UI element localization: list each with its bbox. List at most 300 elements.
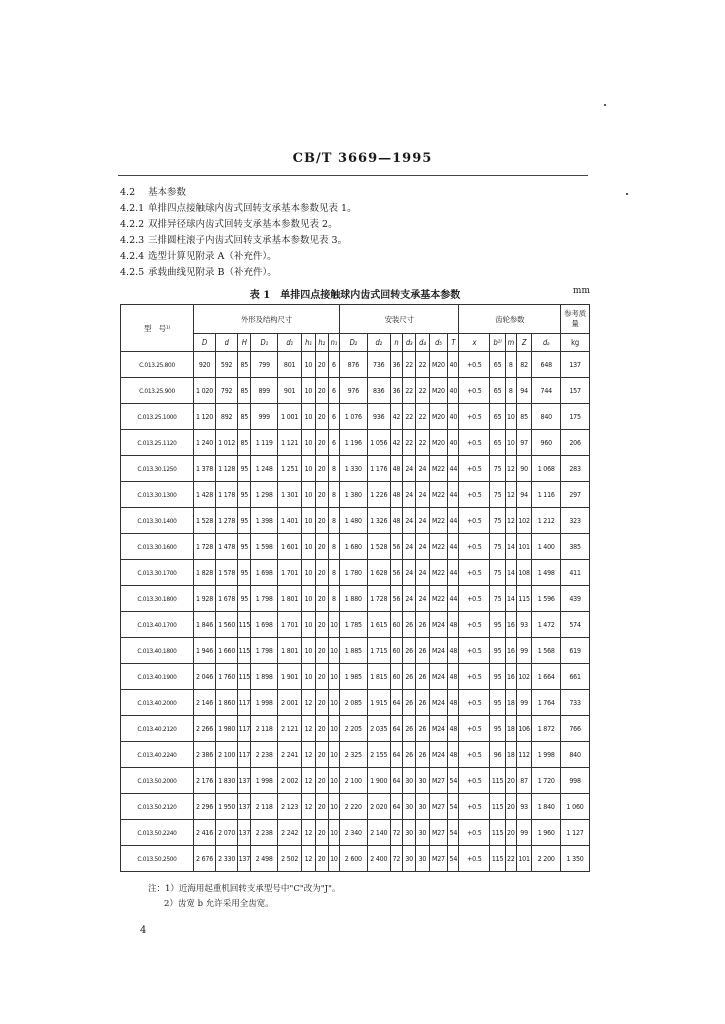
table-cell: 1 012 [216,430,238,456]
table-cell: 1 998 [251,768,278,794]
model-cell: C.013.50.2240 [121,820,194,846]
table-cell: +0.5 [459,534,490,560]
table-cell: 2 002 [277,768,301,794]
table-cell: 2 100 [340,768,368,794]
table-cell: 2 498 [251,846,278,872]
table-cell: 1 660 [216,638,238,664]
table-row [121,352,590,378]
scan-speck [604,104,606,106]
table-cell: 1 398 [251,508,278,534]
table-cell: 1 596 [532,586,561,612]
table-cell: 108 [516,560,531,586]
column-header: n [390,334,402,352]
group-gear-parameters: 齿轮参数 [459,305,561,334]
table-cell: 2 100 [216,742,238,768]
table-cell: M24 [429,638,448,664]
table-cell: 22 [416,378,429,404]
column-header: T [448,334,459,352]
table-cell: M27 [429,820,448,846]
table-notes [148,882,340,912]
table-row [121,716,590,742]
table-cell: +0.5 [459,430,490,456]
table-cell: 24 [403,482,416,508]
table-cell: 90 [516,456,531,482]
table-cell: 26 [403,716,416,742]
table-cell: 24 [403,560,416,586]
table-cell: +0.5 [459,456,490,482]
table-cell: 12 [302,716,315,742]
table-cell: 2 123 [277,794,301,820]
table-cell: 48 [390,456,402,482]
table-cell: 75 [490,508,505,534]
table-cell: 14 [505,586,516,612]
table-cell: 20 [315,404,328,430]
table-cell: 20 [505,794,516,820]
model-cell: C.013.25.1000 [121,404,194,430]
table-cell: 20 [315,430,328,456]
table-body [121,352,590,872]
table-cell: 20 [315,716,328,742]
table-cell: 1 196 [340,430,368,456]
column-header: d₄ [416,334,429,352]
table-cell: 1 960 [532,820,561,846]
table-cell: 10 [328,664,339,690]
table-cell: 26 [403,664,416,690]
table-cell: 16 [505,664,516,690]
table-cell: 96 [490,742,505,768]
table-cell: 44 [448,560,459,586]
table-cell: 10 [302,352,315,378]
table-cell: M24 [429,716,448,742]
table-cell: M22 [429,508,448,534]
table-cell: M20 [429,378,448,404]
table-cell: 1 680 [340,534,368,560]
table-cell: 54 [448,794,459,820]
table-cell: 8 [328,456,339,482]
table-cell: 26 [403,638,416,664]
table-cell: 115 [490,820,505,846]
table-row [121,404,590,430]
table-cell: 1 601 [277,534,301,560]
table-cell: 439 [561,586,590,612]
table-cell: 56 [390,560,402,586]
table-cell: 72 [390,820,402,846]
table-cell: 75 [490,586,505,612]
table-cell: 48 [448,664,459,690]
column-header: d [216,334,238,352]
table-row [121,638,590,664]
table-cell: 8 [505,378,516,404]
table-cell: 95 [490,716,505,742]
table-cell: 1 828 [193,560,215,586]
table-cell: 1 998 [532,742,561,768]
table-cell: M24 [429,742,448,768]
table-cell: 24 [416,508,429,534]
table-cell: 117 [238,716,251,742]
clause-item: 4.2.5 承载曲线见附录 B（补充件）。 [120,267,277,278]
table-cell: 1 728 [193,534,215,560]
table-cell: 592 [216,352,238,378]
table-cell: 99 [516,690,531,716]
table-row [121,508,590,534]
table-title: 表 1 单排四点接触球内齿式回转支承基本参数 [249,290,461,301]
column-header: n₁ [328,334,339,352]
table-cell: 95 [490,664,505,690]
table-cell: 20 [315,352,328,378]
table-cell: 2 001 [277,690,301,716]
table-cell: 20 [315,742,328,768]
table-cell: 20 [315,456,328,482]
table-cell: 648 [532,352,561,378]
table-cell: 2 118 [251,794,278,820]
table-cell: 48 [448,742,459,768]
table-row [121,664,590,690]
table-cell: 1 212 [532,508,561,534]
table-cell: +0.5 [459,560,490,586]
table-row [121,690,590,716]
table-cell: 899 [251,378,278,404]
table-cell: 901 [277,378,301,404]
table-cell: 10 [328,768,339,794]
table-cell: +0.5 [459,378,490,404]
table-cell: 44 [448,508,459,534]
table-cell: 1 715 [367,638,390,664]
table-cell: 1 798 [251,586,278,612]
table-cell: 2 200 [532,846,561,872]
table-cell: 85 [238,430,251,456]
table-cell: 999 [251,404,278,430]
table-cell: 283 [561,456,590,482]
table-cell: 1 472 [532,612,561,638]
table-cell: 30 [403,820,416,846]
table-cell: 106 [516,716,531,742]
table-cell: 112 [516,742,531,768]
header-rule [118,175,588,176]
table-cell: 48 [390,482,402,508]
table-cell: 1 760 [216,664,238,690]
table-cell: M27 [429,768,448,794]
table-cell: 2 340 [340,820,368,846]
table-cell: 175 [561,404,590,430]
table-cell: 2 266 [193,716,215,742]
table-cell: 115 [490,846,505,872]
table-cell: 1 378 [193,456,215,482]
table-cell: 8 [328,534,339,560]
table-cell: 40 [448,404,459,430]
table-cell: 42 [390,430,402,456]
column-header: H [238,334,251,352]
table-cell: 75 [490,482,505,508]
table-cell: 14 [505,560,516,586]
table-cell: 1 068 [532,456,561,482]
table-cell: 2 238 [251,742,278,768]
table-cell: 1 880 [340,586,368,612]
table-cell: M20 [429,430,448,456]
table-cell: 876 [340,352,368,378]
table-cell: 22 [416,430,429,456]
table-cell: 8 [328,560,339,586]
column-header: d₅ [429,334,448,352]
table-cell: 6 [328,352,339,378]
model-header: 型 号¹⁾ [121,305,194,352]
model-cell: C.013.30.1300 [121,482,194,508]
table-cell: 10 [302,638,315,664]
table-cell: 1 298 [251,482,278,508]
table-cell: 1 698 [251,612,278,638]
table-unit: mm [572,286,590,296]
table-cell: 64 [390,742,402,768]
table-cell: 10 [328,820,339,846]
model-cell: C.013.25.1120 [121,430,194,456]
table-cell: 64 [390,690,402,716]
table-cell: 1 801 [277,638,301,664]
table-cell: 1 720 [532,768,561,794]
table-cell: 20 [315,482,328,508]
table-cell: 2 020 [367,794,390,820]
table-cell: 87 [516,768,531,794]
table-cell: 736 [367,352,390,378]
table-cell: 1 560 [216,612,238,638]
table-cell: 1 598 [251,534,278,560]
table-cell: 1 764 [532,690,561,716]
table-cell: 48 [448,612,459,638]
table-cell: 137 [561,352,590,378]
table-cell: M22 [429,560,448,586]
table-title-row [120,286,590,300]
column-header: d₂ [367,334,390,352]
table-cell: 48 [448,716,459,742]
table-cell: 1 698 [251,560,278,586]
table-cell: 10 [328,612,339,638]
table-cell: 26 [416,690,429,716]
table-cell: 115 [238,638,251,664]
table-cell: 206 [561,430,590,456]
model-cell: C.013.25.800 [121,352,194,378]
table-cell: 1 840 [532,794,561,820]
table-cell: 64 [390,716,402,742]
table-cell: 20 [315,586,328,612]
table-cell: 2 386 [193,742,215,768]
table-cell: 64 [390,768,402,794]
table-cell: 1 056 [367,430,390,456]
table-cell: 1 928 [193,586,215,612]
table-cell: 1 860 [216,690,238,716]
table-cell: 157 [561,378,590,404]
table-cell: 12 [302,690,315,716]
table-cell: 1 301 [277,482,301,508]
table-cell: +0.5 [459,742,490,768]
table-cell: 1 898 [251,664,278,690]
table-cell: 2 296 [193,794,215,820]
group-outer-dimensions: 外形及结构尺寸 [193,305,339,334]
table-cell: 54 [448,846,459,872]
table-cell: 1 326 [367,508,390,534]
group-reference-mass: 参考质量 [561,305,590,334]
table-cell: 920 [193,352,215,378]
table-cell: 10 [302,664,315,690]
table-cell: 6 [328,378,339,404]
table-cell: 30 [416,768,429,794]
table-cell: 998 [561,768,590,794]
table-cell: 26 [403,612,416,638]
table-cell: 65 [490,352,505,378]
table-cell: 792 [216,378,238,404]
table-cell: 97 [516,430,531,456]
table-cell: 115 [238,664,251,690]
table-cell: 40 [448,352,459,378]
table-cell: 54 [448,820,459,846]
table-cell: 2 085 [340,690,368,716]
table-cell: 8 [328,508,339,534]
table-row [121,742,590,768]
table-cell: 20 [315,612,328,638]
clause-item: 4.2.1 单排四点接触球内齿式回转支承基本参数见表 1。 [120,203,357,214]
table-cell: 117 [238,742,251,768]
table-cell: +0.5 [459,768,490,794]
table-cell: +0.5 [459,586,490,612]
table-cell: 95 [238,456,251,482]
table-row [121,378,590,404]
model-cell: C.013.30.1600 [121,534,194,560]
table-cell: 1 240 [193,430,215,456]
table-cell: 1 728 [367,586,390,612]
table-cell: 12 [302,742,315,768]
table-cell: 95 [238,482,251,508]
table-cell: 48 [390,508,402,534]
table-cell: 95 [490,612,505,638]
table-cell: M24 [429,690,448,716]
table-cell: 1 116 [532,482,561,508]
table-cell: 44 [448,456,459,482]
table-cell: 20 [315,378,328,404]
table-cell: 297 [561,482,590,508]
table-cell: 95 [238,534,251,560]
table-cell: 10 [328,638,339,664]
table-cell: 801 [277,352,301,378]
table-cell: +0.5 [459,716,490,742]
column-header: x [459,334,490,352]
table-cell: 85 [238,404,251,430]
table-cell: 1 226 [367,482,390,508]
table-cell: 24 [416,560,429,586]
model-cell: C.013.40.2120 [121,716,194,742]
table-cell: 24 [403,586,416,612]
table-cell: +0.5 [459,638,490,664]
table-cell: 85 [238,352,251,378]
table-cell: 26 [416,716,429,742]
table-cell: +0.5 [459,612,490,638]
table-cell: 22 [403,378,416,404]
note-2: 2）齿宽 b 允许采用全齿宽。 [164,899,274,909]
table-cell: 64 [390,794,402,820]
table-cell: 75 [490,534,505,560]
table-cell: 6 [328,430,339,456]
table-cell: 10 [505,404,516,430]
table-cell: 1 119 [251,430,278,456]
model-cell: C.013.40.1800 [121,638,194,664]
table-cell: 115 [490,794,505,820]
table-cell: +0.5 [459,820,490,846]
table-cell: 30 [403,768,416,794]
table-cell: 20 [315,846,328,872]
table-cell: 24 [403,508,416,534]
table-cell: 117 [238,690,251,716]
table-cell: 1 950 [216,794,238,820]
table-cell: 2 046 [193,664,215,690]
table-cell: 1 248 [251,456,278,482]
model-cell: C.013.30.1250 [121,456,194,482]
table-cell: 26 [416,742,429,768]
table-cell: 1 900 [367,768,390,794]
column-header: h₁ [302,334,315,352]
table-cell: 93 [516,794,531,820]
table-cell: +0.5 [459,846,490,872]
table-cell: 12 [302,820,315,846]
column-header: dₐ [532,334,561,352]
table-cell: 12 [302,794,315,820]
column-header: h₂ [315,334,328,352]
table-cell: 30 [416,820,429,846]
table-cell: +0.5 [459,690,490,716]
table-cell: +0.5 [459,352,490,378]
table-cell: M27 [429,846,448,872]
column-header: b²⁾ [490,334,505,352]
table-cell: 2 416 [193,820,215,846]
table-cell: 840 [532,404,561,430]
table-cell: 619 [561,638,590,664]
table-cell: 10 [328,742,339,768]
table-cell: 1 801 [277,586,301,612]
table-row [121,534,590,560]
table-cell: 1 815 [367,664,390,690]
table-cell: 10 [328,716,339,742]
table-cell: 12 [505,508,516,534]
column-header: D₂ [340,334,368,352]
page-number: 4 [140,925,147,936]
table-cell: 1 350 [561,846,590,872]
clause-list [120,185,357,281]
table-cell: 94 [516,482,531,508]
table-cell: 1 480 [340,508,368,534]
table-cell: M20 [429,352,448,378]
table-cell: 2 035 [367,716,390,742]
table-cell: 20 [315,638,328,664]
model-cell: C.013.30.1800 [121,586,194,612]
table-cell: 101 [516,846,531,872]
table-cell: 75 [490,456,505,482]
table-cell: 95 [238,560,251,586]
table-cell: 1 885 [340,638,368,664]
table-cell: 48 [448,638,459,664]
table-cell: 22 [403,352,416,378]
table-cell: 24 [416,482,429,508]
table-cell: 82 [516,352,531,378]
table-cell: 30 [403,794,416,820]
model-cell: C.013.40.1700 [121,612,194,638]
table-cell: 60 [390,664,402,690]
table-cell: 936 [367,404,390,430]
clause-item: 4.2.4 选型计算见附录 A（补充件）。 [120,251,277,262]
table-cell: 1 701 [277,560,301,586]
table-cell: 20 [505,820,516,846]
table-cell: 1 528 [193,508,215,534]
table-cell: 137 [238,820,251,846]
column-header: m [505,334,516,352]
note-1: 注：1）近海用起重机回转支承型号中"C"改为"J"。 [148,884,341,894]
table-cell: 24 [403,456,416,482]
table-cell: 6 [328,404,339,430]
table-cell: 1 380 [340,482,368,508]
